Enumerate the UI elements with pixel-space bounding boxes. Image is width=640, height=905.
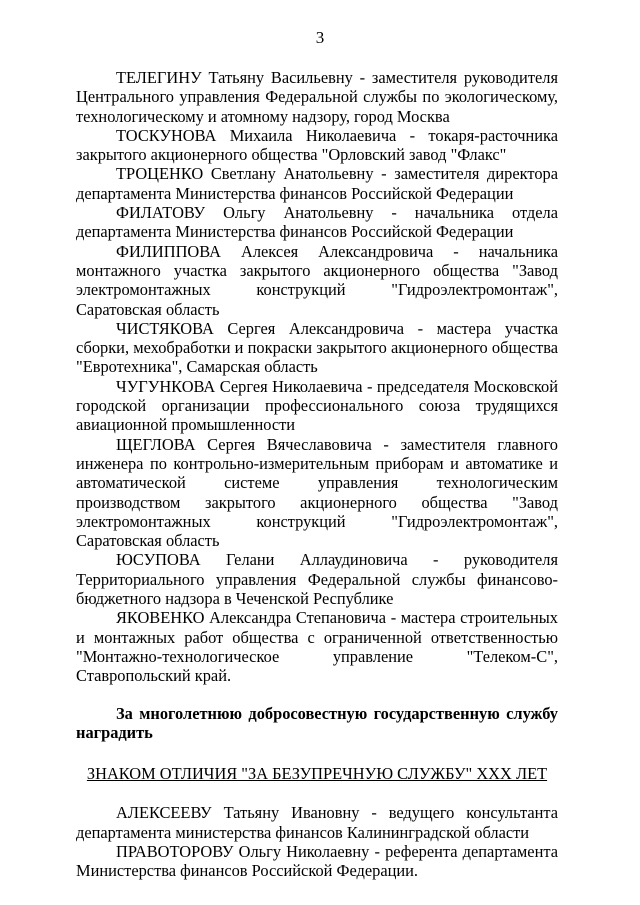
- awardee-entry: [76, 377, 558, 435]
- awardee-entry: [76, 203, 558, 242]
- awardee-surname: АЛЕКСЕЕВУ: [116, 803, 212, 823]
- awardee-entry: [76, 164, 558, 203]
- awardee-entry: [76, 435, 558, 551]
- awardee-details: Татьяну Васильевну - заместителя руководителя Центрального управления Федеральной службы по экологическому, технологическому и атомному надзору, город Москва: [76, 68, 558, 126]
- awardee-details: Михаила Николаевича - токаря-расточника закрытого акционерного общества "Орловский завод "Флакс": [76, 125, 558, 165]
- awardee-details: Сергея Вячеславовича - заместителя главного инженера по контрольно-измерительным приборам и автоматике и автоматической системе управления технологическим производством закрытого акционерного общества "Завод электромонтажных конструкций "Гидроэлектромонтаж", Саратовская область: [76, 434, 558, 551]
- awardee-surname: ЧИСТЯКОВА: [116, 318, 214, 338]
- awardee-surname: ФИЛИППОВА: [116, 241, 221, 261]
- document-body: [76, 68, 558, 881]
- awardee-entry: [76, 319, 558, 377]
- award-title: ЗНАКОМ ОТЛИЧИЯ "ЗА БЕЗУПРЕЧНУЮ СЛУЖБУ" XXX ЛЕТ: [86, 764, 548, 784]
- awardee-entry: [76, 126, 558, 165]
- awardee-surname: ЯКОВЕНКО: [116, 608, 205, 628]
- awardee-entry: [76, 608, 558, 685]
- awardee-list-group-1: [76, 68, 558, 686]
- awardee-details: Гелани Аллаудиновича - руководителя Территориального управления Федеральной службы финансово-бюджетного надзора в Чеченской Республике: [76, 550, 558, 609]
- awardee-entry: [76, 242, 558, 319]
- awardee-list-group-2: [76, 803, 558, 880]
- awardee-surname: ТЕЛЕГИНУ: [116, 68, 202, 87]
- awardee-details: Александра Степановича - мастера строительных и монтажных работ общества с ограниченной ответственностью "Монтажно-технологическое управление "Телеком-С", Ставропольский край.: [76, 608, 558, 686]
- awardee-surname: ФИЛАТОВУ: [116, 203, 206, 223]
- awardee-surname: ПРАВОТОРОВУ: [116, 841, 234, 861]
- awardee-entry: [76, 842, 558, 881]
- awardee-details: Ольгу Анатольевну - начальника отдела департамента Министерства финансов Российской Федерации: [76, 203, 558, 242]
- awardee-details: Сергея Александровича - мастера участка сборки, мехобработки и покраски закрытого акционерного общества "Евротехника", Самарская область: [76, 318, 558, 377]
- awardee-surname: ЮСУПОВА: [116, 550, 201, 570]
- awardee-details: Татьяну Ивановну - ведущего консультанта департамента министерства финансов Калининградской области: [76, 803, 558, 842]
- awardee-entry: [76, 550, 558, 608]
- awardee-details: Сергея Николаевича - председателя Московской городской организации профессионального союза трудящихся авиационной промышленности: [76, 376, 558, 435]
- awardee-entry: [76, 803, 558, 842]
- awardee-details: Светлану Анатольевну - заместителя директора департамента Министерства финансов Российской Федерации: [76, 164, 558, 203]
- awardee-surname: ЧУГУНКОВА: [116, 376, 216, 396]
- award-intro-heading: За многолетнюю добросовестную государственную службу наградить: [76, 703, 558, 742]
- page-number: 3: [315, 28, 325, 47]
- awardee-surname: ТРОЦЕНКО: [116, 164, 204, 184]
- awardee-surname: ЩЕГЛОВА: [116, 434, 196, 454]
- awardee-details: Алексея Александровича - начальника монтажного участка закрытого акционерного общества "Завод электромонтажных конструкций "Гидроэлектромонтаж", Саратовская область: [76, 241, 558, 319]
- awardee-surname: ТОСКУНОВА: [116, 125, 217, 145]
- awardee-details: Ольгу Николаевну - референта департамента Министерства финансов Российской Федерации.: [76, 841, 558, 881]
- awardee-entry: [76, 68, 558, 126]
